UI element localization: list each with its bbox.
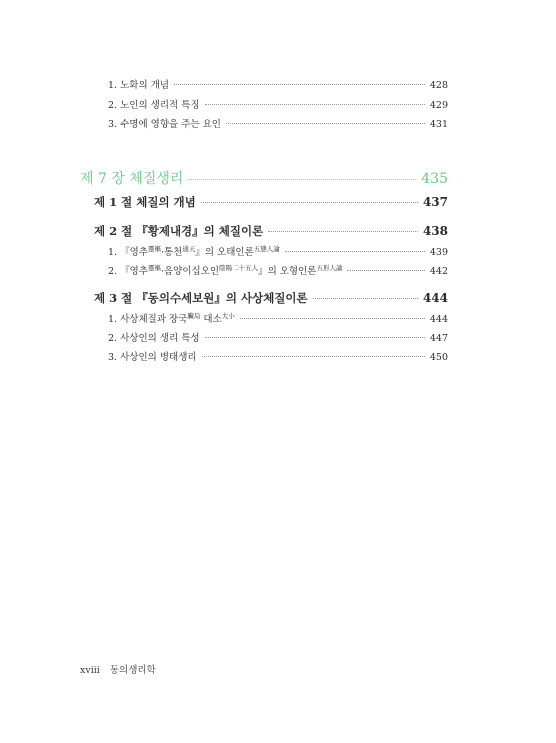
page-number: 444 — [422, 291, 448, 305]
title-part: 『영추 — [120, 247, 148, 258]
page-number: 447 — [429, 333, 448, 344]
leader-dots — [205, 104, 425, 105]
entry-title — [120, 311, 235, 325]
entry-number: 1. — [108, 80, 118, 91]
toc-entry[interactable] — [108, 244, 448, 258]
entry-number: 3. — [108, 119, 118, 130]
leader-dots — [313, 298, 418, 299]
page-number: 439 — [429, 247, 448, 258]
section-heading[interactable] — [94, 290, 448, 306]
hanja-annotation: 通天 — [182, 244, 196, 253]
toc-entry[interactable] — [108, 97, 448, 111]
entry-number: 2. — [108, 266, 118, 277]
hanja-annotation: 大小 — [221, 311, 235, 320]
entry-number: 1. — [108, 247, 118, 258]
page-number: 428 — [429, 80, 448, 91]
title-part: 사상체질과 장국 — [120, 314, 188, 325]
title-part: ·음양이십오인 — [160, 266, 220, 277]
leader-dots — [240, 318, 425, 319]
entry-title — [120, 244, 280, 258]
leader-dots — [202, 356, 425, 357]
entry-title: 노인의 생리적 특징 — [120, 100, 200, 111]
toc-entry[interactable] — [108, 116, 448, 130]
entry-number: 1. — [108, 314, 118, 325]
entry-title: 노화의 개념 — [120, 80, 170, 91]
entry-number: 2. — [108, 100, 118, 111]
toc-entry[interactable] — [108, 263, 448, 277]
hanja-annotation: 五形人論 — [316, 263, 343, 272]
hanja-annotation: 靈樞 — [147, 263, 161, 272]
title-part: ·통천 — [160, 247, 183, 258]
page-number: 438 — [422, 224, 448, 238]
page-number: 431 — [429, 119, 448, 130]
hanja-annotation: 陰陽二十五人 — [219, 263, 259, 272]
entry-title — [120, 263, 342, 277]
toc-entry[interactable] — [108, 311, 448, 325]
footer-book-title: 동의생리학 — [109, 665, 156, 676]
page-number: 450 — [429, 352, 448, 363]
entry-number: 3. — [108, 352, 118, 363]
page-footer — [80, 662, 166, 676]
entry-title: 사상인의 병태생리 — [120, 352, 197, 363]
hanja-annotation: 靈樞 — [147, 244, 161, 253]
chapter-title: 제 7 장 체질생리 — [80, 171, 184, 187]
section-title: 제 3 절 『동의수세보원』의 사상체질이론 — [94, 291, 308, 305]
title-part: 『영추 — [120, 266, 148, 277]
entry-title: 사상인의 생리 특성 — [120, 333, 200, 344]
toc-entry[interactable] — [108, 349, 448, 363]
hanja-annotation: 五態人論 — [253, 244, 280, 253]
page-number: 444 — [429, 314, 448, 325]
leader-dots — [205, 337, 425, 338]
leader-dots — [174, 84, 425, 85]
page-number: 429 — [429, 100, 448, 111]
section-heading[interactable] — [94, 194, 448, 210]
page-number: 442 — [429, 266, 448, 277]
title-part: 대소 — [200, 314, 222, 325]
section-heading[interactable] — [94, 223, 448, 239]
leader-dots — [188, 179, 416, 180]
entry-title: 수명에 영향을 주는 요인 — [120, 119, 221, 130]
toc-entry[interactable] — [108, 330, 448, 344]
section-title: 제 1 절 체질의 개념 — [94, 195, 196, 209]
entry-number: 2. — [108, 333, 118, 344]
footer-page-number: xviii — [80, 665, 100, 676]
leader-dots — [285, 251, 425, 252]
hanja-annotation: 臟局 — [187, 311, 201, 320]
page-number: 437 — [422, 195, 448, 209]
leader-dots — [268, 231, 418, 232]
leader-dots — [347, 270, 424, 271]
title-part: 』의 오태인론 — [195, 247, 254, 258]
title-part: 』의 오형인론 — [258, 266, 317, 277]
chapter-heading[interactable] — [80, 168, 448, 188]
leader-dots — [201, 202, 418, 203]
leader-dots — [226, 123, 425, 124]
toc-entry[interactable] — [108, 77, 448, 91]
page-number: 435 — [421, 171, 448, 187]
section-title: 제 2 절 『황제내경』의 체질이론 — [94, 224, 264, 238]
